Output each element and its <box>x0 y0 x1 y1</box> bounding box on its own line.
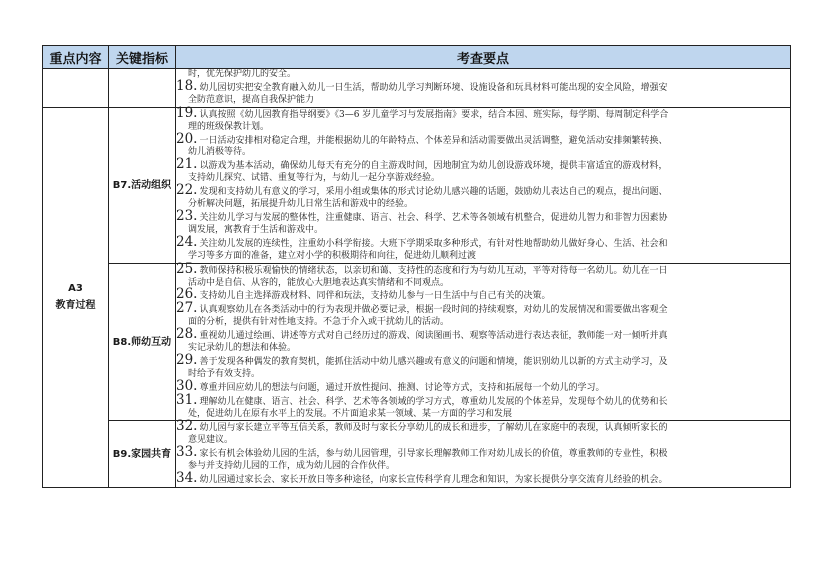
point-number: 33. <box>176 444 198 461</box>
point-text-line: 幼儿园切实把安全教育融入幼儿一日生活，帮助幼儿学习判断环境、设施设备和玩具材料可能出现的安全风险，增强安 <box>199 82 668 93</box>
point-item-32 <box>176 418 790 447</box>
indicator-cell-b7: B7.活动组织 <box>109 107 176 263</box>
point-text-line: 分析解决问题，拓展提升幼儿日常生活和游戏中的经验。 <box>188 199 414 210</box>
point-number: 31. <box>176 391 198 408</box>
point-number: 24. <box>176 233 198 250</box>
point-text-line: 尊重并回应幼儿的想法与问题，通过开放性提问、推测、讨论等方式，支持和拓展每一个幼儿的学习。 <box>199 382 605 393</box>
point-number: 18. <box>176 77 198 94</box>
point-text-line: 认真观察幼儿在各类活动中的行为表现并做必要记录，根据一段时间的持续观察，对幼儿的发展情况和需要做出客观全 <box>199 305 668 316</box>
point-text-line: 调发展，寓教育于生活和游戏中。 <box>188 224 324 235</box>
point-text-line: 理的班级保教计划。 <box>188 121 270 132</box>
point-item-33 <box>176 444 790 473</box>
point-text-line: 支持幼儿探究、试错、重复等行为，与幼儿一起分享游戏经验。 <box>188 173 441 184</box>
header-row <box>43 46 791 69</box>
point-item-22 <box>176 182 790 211</box>
point-text-line: 处，促进幼儿在原有水平上的发展。不片面追求某一领域、某一方面的学习和发展 <box>188 408 513 419</box>
point-number: 25. <box>176 260 198 277</box>
point-text-line: 意见建议。 <box>188 435 234 446</box>
continuation-line: 时，优先保护幼儿的安全。 <box>188 69 297 79</box>
points-cell-b7 <box>176 104 791 263</box>
point-text-line: 善于发现各种偶发的教育契机，能抓住活动中幼儿感兴趣或有意义的问题和情境，能识别幼儿以新的方式主动学习，及 <box>199 356 668 367</box>
continuation-points-cell <box>176 69 791 108</box>
point-text-line: 学习等多方面的准备，建立对小学的积极期待和向往，促进幼儿顺利过渡 <box>188 250 477 261</box>
points-cell-b9 <box>176 418 791 488</box>
header-focus: 重点内容 <box>43 46 109 69</box>
continuation-row <box>43 69 791 108</box>
point-number: 34. <box>176 470 198 487</box>
focus-name: 教育过程 <box>55 300 96 312</box>
point-number: 19. <box>176 104 198 121</box>
point-item-29 <box>176 351 790 381</box>
point-number: 23. <box>176 207 198 224</box>
point-number: 20. <box>176 130 198 147</box>
points-cell-b8 <box>176 260 791 421</box>
point-item-21 <box>176 156 790 185</box>
point-text-line: 幼儿园通过家长会、家长开放日等多种途径，向家长宣传科学育儿理念和知识，为家长提供分享交流育儿经验的机会。 <box>199 475 668 486</box>
group-row-b7 <box>43 107 791 263</box>
continuation-focus-cell <box>43 69 109 108</box>
point-item-26 <box>176 286 790 303</box>
point-text-line: 认真按照《幼儿园教育指导纲要》《3—6 岁儿童学习与发展指南》要求，结合本园、班实际，每学期、每周制定科学合 <box>199 109 669 120</box>
point-text-line: 家长有机会体验幼儿园的生活，参与幼儿园管理，引导家长理解教师工作对幼儿成长的价值，尊重教师的专业性，积极 <box>199 449 668 460</box>
point-number: 26. <box>176 286 198 303</box>
focus-cell-a3 <box>43 107 109 487</box>
point-text-line: 时给予有效支持。 <box>188 368 261 379</box>
group-row-b9 <box>43 421 791 488</box>
point-item-24 <box>176 233 790 263</box>
point-item-31 <box>176 391 790 421</box>
point-text-line: 全防范意识，提高自我保护能力 <box>188 94 315 105</box>
point-number: 30. <box>176 377 198 394</box>
evaluation-table <box>42 45 791 488</box>
point-text-line: 实记录幼儿的想法和体验。 <box>188 343 297 354</box>
point-text-line: 教师保持积极乐观愉快的情绪状态，以亲切和蔼、支持性的态度和行为与幼儿互动，平等对待每一名幼儿。幼儿在一日 <box>199 265 668 276</box>
point-item-20 <box>176 130 790 160</box>
group-row-b8 <box>43 263 791 421</box>
point-item-28 <box>176 326 790 355</box>
point-number: 27. <box>176 300 198 317</box>
point-text-line: 支持幼儿自主选择游戏材料、同伴和玩法，支持幼儿参与一日生活中与自己有关的决策。 <box>199 291 551 302</box>
point-text-line: 以游戏为基本活动，确保幼儿每天有充分的自主游戏时间，因地制宜为幼儿创设游戏环境，提供丰富适宜的游戏材料， <box>199 161 668 172</box>
point-number: 22. <box>176 182 198 199</box>
point-text-line: 幼儿园与家长建立平等互信关系，教师及时与家长分享幼儿的成长和进步，了解幼儿在家庭中的表现，认真倾听家长的 <box>199 423 668 434</box>
point-item-30 <box>176 377 790 395</box>
point-text-line: 重视幼儿通过绘画、讲述等方式对自己经历过的游戏、阅读图画书、观察等活动进行表达表征，教师能一对一倾听并真 <box>199 331 668 342</box>
point-item-19 <box>176 104 790 134</box>
continuation-indicator-cell <box>109 69 176 108</box>
point-text-line: 理解幼儿在健康、语言、社会、科学、艺术等各领域的学习方式，尊重幼儿发展的个体差异，发现每个幼儿的优势和长 <box>199 396 668 407</box>
point-number: 29. <box>176 351 198 368</box>
point-text-line: 关注幼儿学习与发展的整体性，注重健康、语言、社会、科学、艺术等各领域有机整合，促进幼儿智力和非智力因素协 <box>199 212 668 223</box>
point-text-line: 一日活动安排相对稳定合理，并能根据幼儿的年龄特点、个体差异和活动需要做出灵活调整，避免活动安排频繁转换、 <box>199 135 668 146</box>
point-text-line: 幼儿消极等待。 <box>188 147 252 158</box>
point-number: 21. <box>176 156 198 173</box>
point-text-line: 活动中是自信、从容的，能放心大胆地表达真实情绪和不同观点。 <box>188 277 450 288</box>
indicator-cell-b9: B9.家园共育 <box>109 421 176 488</box>
point-item-18 <box>176 77 790 107</box>
header-points: 考查要点 <box>176 46 791 69</box>
indicator-cell-b8: B8.师幼互动 <box>109 263 176 421</box>
header-indicator: 关键指标 <box>109 46 176 69</box>
point-number: 32. <box>176 418 198 435</box>
point-text-line: 发现和支持幼儿有意义的学习，采用小组或集体的形式讨论幼儿感兴趣的话题，鼓励幼儿表达自己的观点，提出问题、 <box>199 187 668 198</box>
point-text-line: 参与并支持幼儿园的工作，成为幼儿园的合作伙伴。 <box>188 461 396 472</box>
point-item-27 <box>176 300 790 329</box>
point-number: 28. <box>176 326 198 343</box>
point-item-25 <box>176 260 790 290</box>
point-text-line: 面的分析，提供有针对性地支持。不急于介入或干扰幼儿的活动。 <box>188 317 450 328</box>
focus-code: A3 <box>68 283 83 295</box>
point-text-line: 关注幼儿发展的连续性，注重幼小科学衔接。大班下学期采取多种形式，有针对性地帮助幼儿做好身心、生活、社会和 <box>199 238 668 249</box>
point-item-34 <box>176 470 790 487</box>
point-item-23 <box>176 207 790 237</box>
